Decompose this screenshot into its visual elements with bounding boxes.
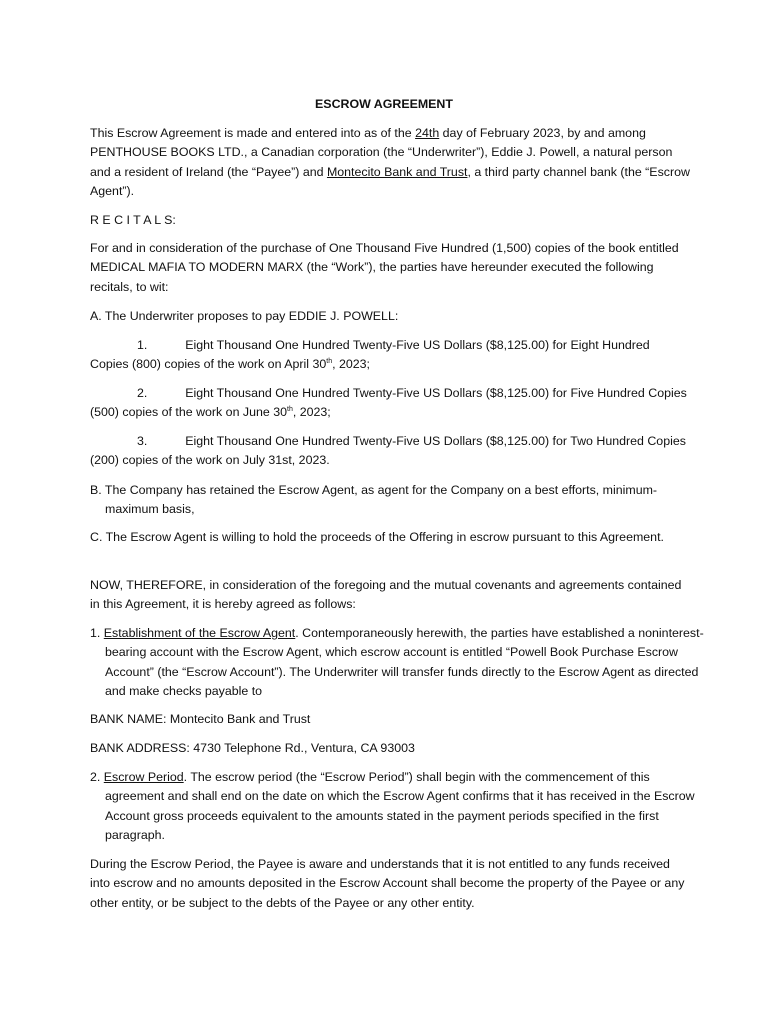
payment-item-3 — [90, 432, 690, 471]
section-heading: Establishment of the Escrow Agent — [103, 626, 296, 640]
clause-a: A. The Underwriter proposes to pay EDDIE J. POWELL: — [90, 309, 399, 323]
section-text: . Contemporaneously herewith, the parties have established a noninterest-bearing account with the Escrow Agent, which escrow account is entitled “Powell Book Purchase Escrow Account” (the “Escrow Account”). The Underwriter will transfer funds directly to the Escrow Agent as directed and make checks payable to — [105, 626, 704, 699]
clause-c: C. The Escrow Agent is willing to hold the proceeds of the Offering in escrow pursuant to this Agreement. — [90, 530, 664, 544]
intro-text-2: day of February 2023, by and among PENTHOUSE BOOKS LTD., a Canadian corporation (the “Underwriter”), Eddie J. Powell, a natural person and a resident of Ireland (the “Payee”) and — [90, 126, 673, 179]
clause-b: B. The Company has retained the Escrow Agent, as agent for the Company on a best efforts, minimum-maximum basis, — [90, 483, 658, 517]
payment-end: , 2023; — [292, 405, 331, 420]
payment-number: 3. — [137, 434, 148, 448]
payment-text: Eight Thousand One Hundred Twenty-Five US Dollars ($8,125.00) for Two Hundred Copies (200) copies of the work on July 31st, 2023. — [90, 434, 686, 468]
intro-paragraph — [90, 124, 690, 202]
payment-item-1 — [90, 336, 690, 375]
section-heading: Escrow Period — [103, 770, 184, 784]
section-2 — [90, 768, 705, 846]
escrow-period-paragraph: During the Escrow Period, the Payee is aware and understands that it is not entitled to any funds received into escrow and no amounts deposited in the Escrow Account shall become the property of the Payee or any other entity, or be subject to the debts of the Payee or any other entity. — [90, 857, 685, 910]
payment-end: , 2023; — [332, 357, 370, 372]
section-text: . The escrow period (the “Escrow Period”) shall begin with the commencement of this agreement and shall end on the date on which the Escrow Agent confirms that it has received in the Escrow Account gross proceeds equivalent to the amounts stated in the payment periods specified in the first paragraph. — [105, 770, 695, 843]
intro-text-1: This Escrow Agreement is made and entered into as of the — [90, 126, 416, 140]
agreement-day: 24th — [415, 126, 440, 140]
payment-text: Eight Thousand One Hundred Twenty-Five US Dollars ($8,125.00) for Eight Hundred Copies (800) copies of the work on April 30 — [90, 338, 650, 372]
recitals-paragraph: For and in consideration of the purchase of One Thousand Five Hundred (1,500) copies of the book entitled MEDICAL MAFIA TO MODERN MARX (the “Work”), the parties have hereunder executed the following recitals, to wit: — [90, 241, 679, 294]
section-1 — [90, 624, 705, 702]
section-number: 2. — [90, 770, 104, 784]
ordinal-suffix: th — [287, 406, 293, 414]
section-number: 1. — [90, 626, 104, 640]
payment-text: Eight Thousand One Hundred Twenty-Five US Dollars ($8,125.00) for Five Hundred Copies (500) copies of the work on June 30 — [90, 386, 687, 420]
recitals-heading: R E C I T A L S: — [90, 213, 176, 227]
payment-number: 1. — [137, 338, 148, 352]
bank-name: BANK NAME: Montecito Bank and Trust — [90, 712, 311, 726]
intro-text-3: , a third party channel bank (the “Escrow Agent”). — [90, 164, 690, 199]
now-therefore-paragraph: NOW, THEREFORE, in consideration of the foregoing and the mutual covenants and agreements contained in this Agreement, it is hereby agreed as follows: — [90, 578, 682, 612]
payment-item-2 — [90, 384, 690, 423]
bank-address: BANK ADDRESS: 4730 Telephone Rd., Ventura, CA 93003 — [90, 741, 415, 755]
ordinal-suffix: th — [326, 358, 333, 366]
payment-number: 2. — [137, 386, 148, 400]
escrow-agent-bank: Montecito Bank and Trust — [326, 164, 468, 179]
document-title: ESCROW AGREEMENT — [315, 97, 453, 111]
